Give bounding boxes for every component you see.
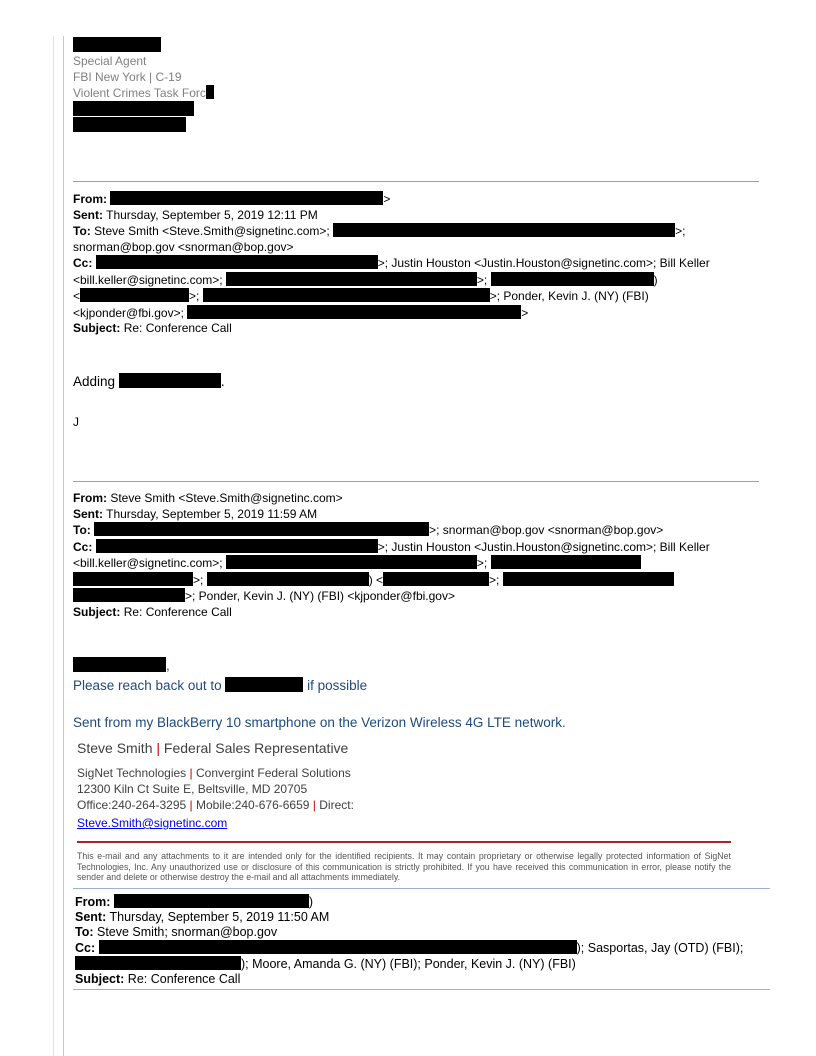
redaction (503, 572, 674, 586)
email1-cc: Cc: >; Justin Houston <Justin.Houston@signetinc.com>; Bill Keller (73, 256, 710, 270)
steve-signature-details: SigNet Technologies | Convergint Federal Solutions 12300 Kiln Ct Suite E, Beltsville, MD 20705 Office:240-264-3295 | Mobile:240-676-6659 | Direct: Steve.Smith@signetinc.com (77, 766, 354, 830)
redaction (206, 85, 214, 99)
divider (73, 888, 770, 889)
email3-subject: Subject: Re: Conference Call (75, 972, 241, 986)
email2-from: From: Steve Smith <Steve.Smith@signetinc.com> (73, 491, 343, 505)
email2-body: Please reach back out to if possible (73, 678, 368, 693)
signature-title: Special Agent (73, 54, 147, 68)
redaction (73, 588, 185, 602)
legal-disclaimer: This e-mail and any attachments to it are intended only for the identified recipients. It may contain proprietary or otherwise legally protected information of SigNet Technologies, Inc. Any unauthorized use or disclosure of this communication is strictly prohibited. If you have received this communication in error, please notify the sender and delete or otherwise destroy the e-mail and all attachments immediately. (77, 851, 731, 882)
signature-unit: Violent Crimes Task Forc (73, 86, 206, 100)
redaction (207, 572, 369, 586)
email1-from: From: > (73, 192, 391, 206)
email1-signoff: J (73, 415, 79, 429)
signature-office: FBI New York | C-19 (73, 69, 182, 84)
redaction (203, 288, 490, 302)
redaction (99, 940, 577, 954)
email2-sent: Sent: Thursday, September 5, 2019 11:59 AM (73, 506, 318, 521)
email1-subject: Subject: Re: Conference Call (73, 321, 232, 335)
email3-to: To: Steve Smith; snorman@bop.gov (75, 925, 278, 939)
redaction (73, 37, 161, 55)
email3-header: From: ) Sent: Thursday, September 5, 2019 11:50 AM To: Steve Smith; snorman@bop.gov Cc: ); Sasportas, Jay (OTD) (FBI); ); Moore, Amanda G. (NY) (FBI); Ponder, Kevin J. (NY) (FBI) Subject: Re: Conference Call (75, 895, 744, 986)
redaction (226, 272, 477, 286)
redaction (187, 305, 521, 319)
redaction (73, 657, 166, 672)
redaction (225, 677, 303, 692)
redaction (73, 572, 193, 586)
email2-to: To: >; snorman@bop.gov <snorman@bop.gov> (73, 523, 664, 537)
email2-subject: Subject: Re: Conference Call (73, 604, 232, 619)
redaction (119, 373, 221, 388)
signature-block (73, 54, 214, 102)
redaction (94, 522, 429, 536)
redaction (75, 956, 241, 970)
divider (73, 481, 759, 482)
redaction (491, 272, 654, 286)
email1-sent: Sent: Thursday, September 5, 2019 12:11 PM (73, 207, 318, 222)
email1-header: From: > Sent: Thursday, September 5, 2019 12:11 PM To: Steve Smith <Steve.Smith@signetinc.com>; >; snorman@bop.gov <snorman@bop.gov> Cc: >; Justin Houston <Justin.Houston@signetinc.com>; Bill Keller <bill.keller@signetinc.com>; >; ) < >; >; Ponder, Kevin J. (NY) (FBI) <kjponder@fbi.gov>; > Subject: Re: Conference Call (73, 192, 710, 335)
divider (73, 989, 770, 990)
signature-divider (77, 841, 731, 843)
email2-sent-from: Sent from my BlackBerry 10 smartphone on the Verizon Wireless 4G LTE network. (73, 715, 566, 730)
redaction (96, 255, 378, 269)
email2-greeting: , (73, 657, 170, 673)
page-margin-line (63, 36, 64, 1056)
email3-sent: Sent: Thursday, September 5, 2019 11:50 AM (75, 910, 330, 924)
steve-email-link[interactable]: Steve.Smith@signetinc.com (77, 816, 228, 830)
steve-signature-name: Steve Smith | Federal Sales Representative (77, 740, 349, 756)
redaction (110, 191, 383, 205)
redaction (383, 572, 489, 586)
email1-body: Adding . (73, 374, 225, 389)
redaction (73, 117, 186, 135)
email2-header: From: Steve Smith <Steve.Smith@signetinc.com> Sent: Thursday, September 5, 2019 11:59 AM To: >; snorman@bop.gov <snorman@bop.gov> Cc: >; Justin Houston <Justin.Houston@signetinc.com>; Bill Keller <bill.keller@signetinc.com>; >; >; ) < >; >; Ponder, Kevin J. (NY) (FBI) <kjponder@fbi.gov> Subject: Re: Conference Call (73, 491, 710, 619)
redaction (96, 539, 378, 553)
redaction (80, 288, 189, 302)
email1-to: To: Steve Smith <Steve.Smith@signetinc.com>; >; (73, 224, 686, 238)
page-margin-line (53, 36, 54, 1056)
email3-from: From: ) (75, 895, 314, 909)
redaction (491, 555, 641, 569)
email3-cc: Cc: ); Sasportas, Jay (OTD) (FBI); (75, 941, 744, 955)
email2-cc: Cc: >; Justin Houston <Justin.Houston@signetinc.com>; Bill Keller (73, 539, 710, 554)
redaction (226, 555, 477, 569)
divider (73, 181, 759, 182)
redaction (114, 894, 309, 908)
redaction (333, 223, 675, 237)
